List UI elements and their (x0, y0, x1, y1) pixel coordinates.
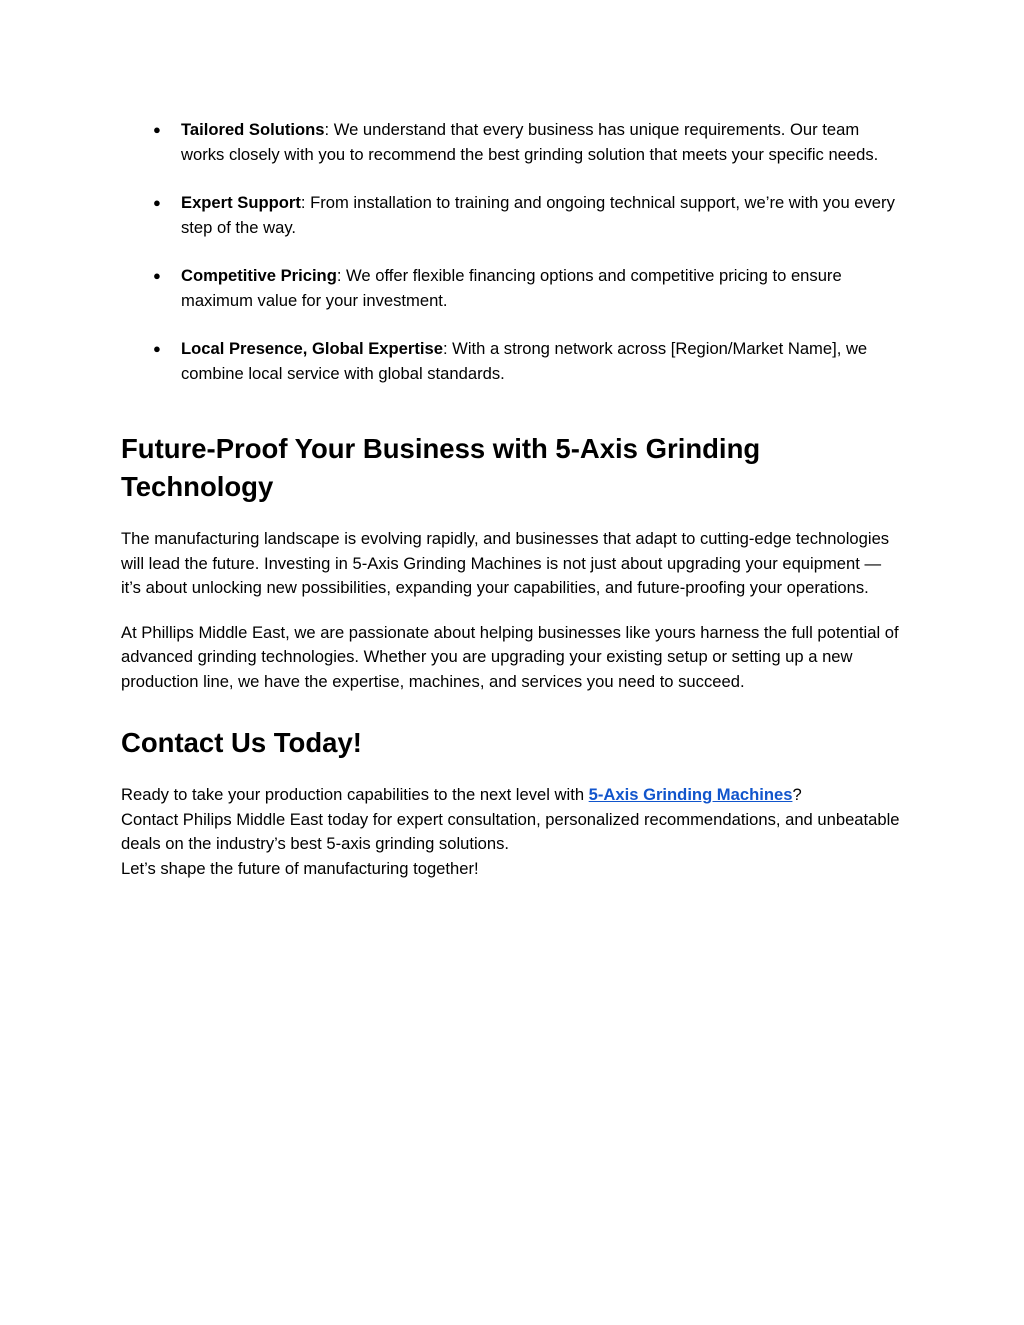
bullet-icon: ● (153, 268, 161, 283)
bullet-icon: ● (153, 122, 161, 137)
bullet-title: Competitive Pricing (181, 266, 337, 285)
future-paragraph-1: The manufacturing landscape is evolving rapidly, and businesses that adapt to cutting-edge technologies will lead the future. Investing in 5-Axis Grinding Machines is not just about upgrading your equipment — it’s about unlocking new possibilities, expanding your capabilities, and future-proofing your operations. (121, 529, 890, 597)
bullet-text: : We understand that every business has unique requirements. Our team works closely with you to recommend the best grinding solution that meets your specific needs. (181, 120, 879, 164)
list-item (121, 264, 901, 313)
contact-heading: Contact Us Today! (121, 727, 362, 758)
future-heading: Future-Proof Your Business with 5-Axis Grinding Technology (121, 433, 761, 502)
bullet-text: : We offer flexible financing options and competitive pricing to ensure maximum value for your investment. (181, 266, 842, 310)
contact-intro: Ready to take your production capabilities to the next level with (121, 785, 589, 804)
future-paragraph-2: At Phillips Middle East, we are passionate about helping businesses like yours harness the full potential of advanced grinding technologies. Whether you are upgrading your existing setup or setting up a new production line, we have the expertise, machines, and services you need to succeed. (121, 622, 899, 691)
bullet-title: Local Presence, Global Expertise (181, 339, 443, 358)
bullet-icon: ● (153, 341, 161, 356)
benefits-list (121, 118, 901, 386)
bullet-text: : With a strong network across [Region/Market Name], we combine local service with global standards. (181, 339, 868, 383)
grinding-machines-link[interactable]: 5-Axis Grinding Machines (588, 785, 793, 804)
contact-after-link: ? (792, 785, 802, 804)
contact-paragraph (121, 783, 901, 881)
contact-line-3: Let’s shape the future of manufacturing together! (121, 858, 479, 878)
bullet-text: : From installation to training and ongoing technical support, we’re with you every step of the way. (181, 193, 895, 237)
contact-line-2: Contact Philips Middle East today for expert consultation, personalized recommendations, and unbeatable deals on the industry’s best 5-axis grinding solutions. (121, 809, 900, 853)
bullet-title: Expert Support (181, 193, 301, 212)
list-item (121, 191, 901, 240)
list-item (121, 337, 901, 386)
list-item (121, 118, 901, 167)
document-page (121, 118, 901, 881)
bullet-title: Tailored Solutions (181, 120, 325, 139)
bullet-icon: ● (153, 195, 161, 210)
